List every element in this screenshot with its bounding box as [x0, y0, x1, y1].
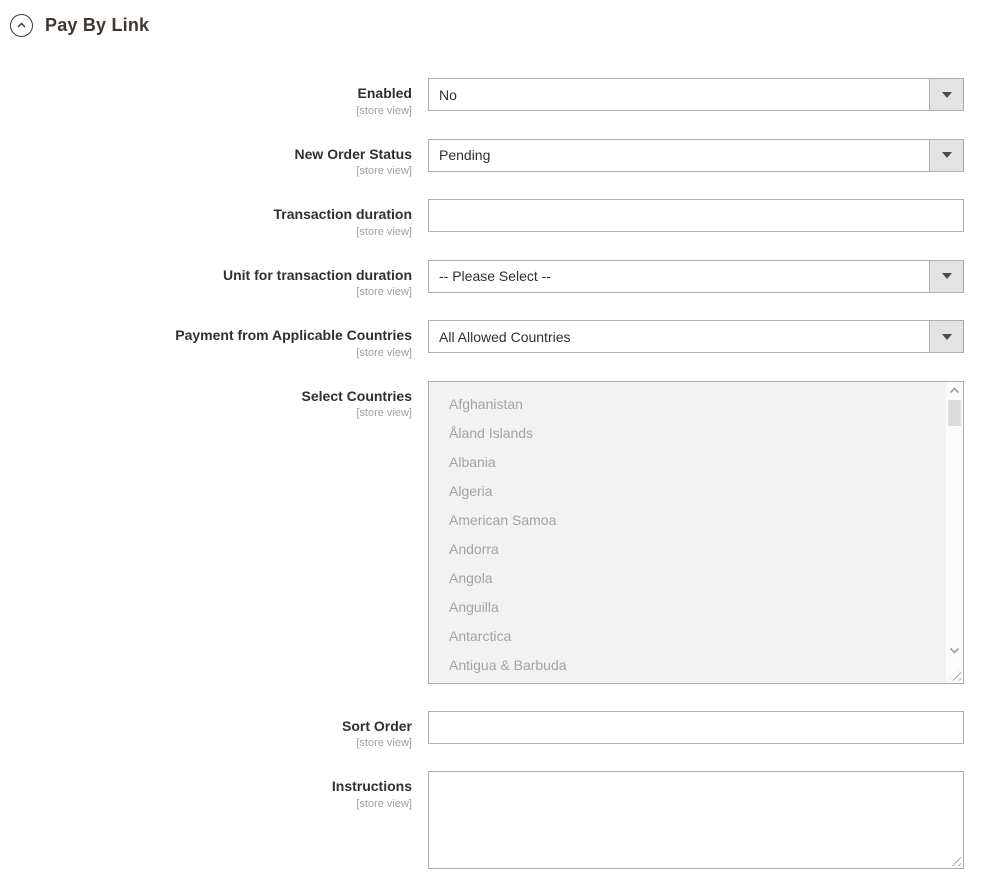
enabled-selected-value: No: [439, 86, 457, 103]
form-row-sort-order: [0, 711, 1005, 750]
country-option[interactable]: Albania: [449, 453, 496, 470]
applicable-countries-select[interactable]: [428, 320, 964, 353]
enabled-select[interactable]: [428, 78, 964, 111]
country-option[interactable]: Anguilla: [449, 598, 499, 615]
new-order-status-selected-value: Pending: [439, 147, 491, 163]
sort-order-label: Sort Order: [341, 717, 412, 734]
select-countries-multiselect[interactable]: [428, 381, 964, 684]
collapse-section-button[interactable]: [10, 14, 33, 37]
dropdown-arrow-icon: [929, 261, 963, 292]
applicable-countries-selected-value: All Allowed Countries: [439, 328, 571, 345]
new-order-status-label: New Order Status: [294, 145, 412, 162]
payment-settings-form: [0, 78, 1005, 869]
country-option[interactable]: Antigua & Barbuda: [449, 656, 567, 673]
scroll-down-icon[interactable]: [948, 646, 961, 655]
instructions-scope: [store view]: [356, 797, 412, 810]
country-option[interactable]: Andorra: [449, 540, 499, 557]
multiselect-scrollbar[interactable]: [946, 382, 963, 683]
transaction-duration-unit-label: Unit for transaction duration: [223, 266, 412, 283]
select-countries-label: Select Countries: [301, 387, 412, 404]
form-row-enabled: [0, 78, 1005, 117]
form-row-applicable-countries: [0, 320, 1005, 359]
country-option[interactable]: Afghanistan: [449, 395, 523, 412]
applicable-countries-scope: [store view]: [356, 346, 412, 359]
form-row-select-countries: [0, 381, 1005, 684]
scrollbar-thumb[interactable]: [948, 400, 961, 426]
country-option[interactable]: Åland Islands: [449, 424, 534, 441]
country-option[interactable]: Antarctica: [449, 627, 512, 644]
instructions-label: Instructions: [331, 778, 412, 794]
transaction-duration-label: Transaction duration: [273, 206, 412, 222]
applicable-countries-label: Payment from Applicable Countries: [175, 327, 412, 343]
chevron-up-icon: [15, 19, 28, 32]
form-row-transaction-duration-unit: [0, 260, 1005, 299]
transaction-duration-scope: [store view]: [356, 225, 412, 238]
dropdown-arrow-icon: [929, 321, 963, 352]
select-countries-scope: [store view]: [356, 407, 412, 419]
sort-order-scope: [store view]: [356, 737, 412, 749]
transaction-duration-unit-scope: [store view]: [356, 286, 412, 298]
enabled-label: Enabled: [357, 85, 412, 101]
transaction-duration-input[interactable]: [428, 199, 964, 232]
country-option[interactable]: Algeria: [449, 482, 493, 499]
dropdown-arrow-icon: [929, 140, 963, 171]
form-row-instructions: [0, 771, 1005, 869]
new-order-status-scope: [store view]: [356, 165, 412, 177]
sort-order-input[interactable]: [428, 711, 964, 744]
scroll-up-icon[interactable]: [948, 386, 961, 395]
transaction-duration-unit-selected-value: -- Please Select --: [439, 268, 552, 284]
enabled-scope: [store view]: [356, 104, 412, 117]
new-order-status-select[interactable]: [428, 139, 964, 172]
transaction-duration-unit-select[interactable]: [428, 260, 964, 293]
form-row-new-order-status: [0, 139, 1005, 178]
country-option[interactable]: Angola: [449, 569, 493, 586]
section-header: [0, 0, 1005, 37]
section-title: Pay By Link: [45, 15, 150, 35]
dropdown-arrow-icon: [929, 79, 963, 110]
form-row-transaction-duration: [0, 199, 1005, 238]
instructions-textarea[interactable]: [429, 772, 963, 868]
country-option[interactable]: American Samoa: [449, 511, 557, 528]
